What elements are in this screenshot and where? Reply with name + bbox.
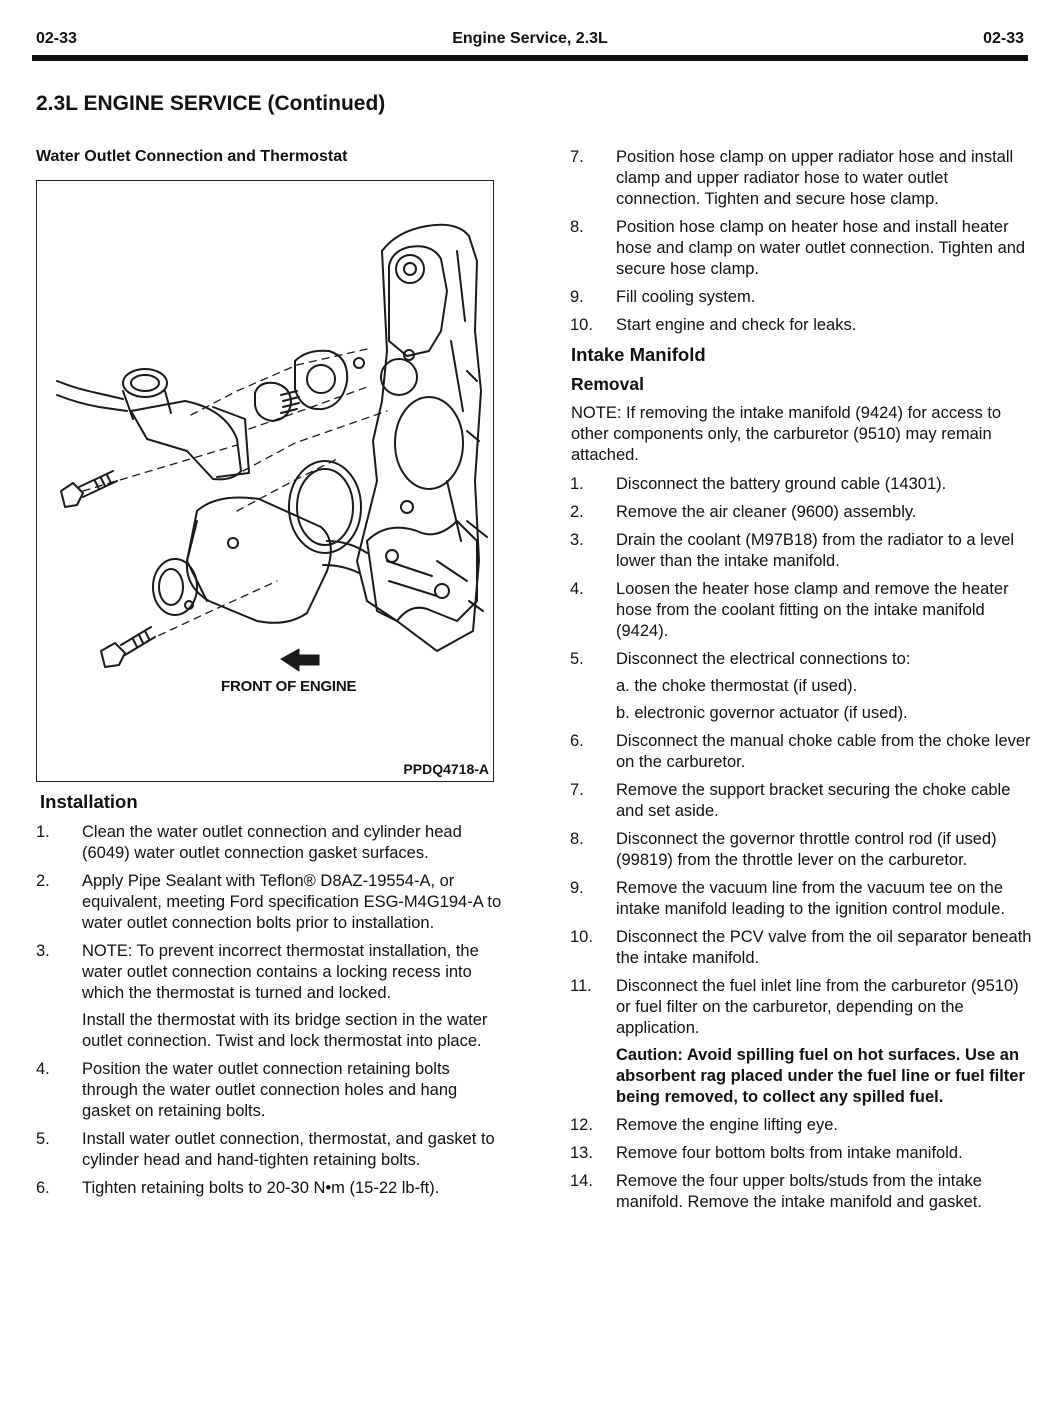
list-item: [570, 780, 1032, 822]
step-text: Remove the four upper bolts/studs from the intake manifold. Remove the intake manifold and gasket.: [616, 1172, 982, 1211]
step-text: Remove the vacuum line from the vacuum tee on the intake manifold leading to the ignition control module.: [616, 879, 1005, 918]
water-pump-housing: [187, 498, 331, 623]
step-text: Start engine and check for leaks.: [616, 316, 857, 334]
water-pump-hub-face: [159, 569, 183, 605]
step-text: Remove four bottom bolts from intake manifold.: [616, 1144, 963, 1162]
step-number: 10.: [570, 928, 593, 946]
front-of-engine-label: FRONT OF ENGINE: [221, 678, 357, 695]
figure-illustration: [36, 180, 494, 782]
list-item: [570, 1171, 1032, 1213]
step-text: Position the water outlet connection retaining bolts through the water outlet connection holes and hang gasket on retaining bolts.: [82, 1060, 458, 1120]
step-text: Remove the support bracket securing the choke cable and set aside.: [616, 781, 1011, 820]
figure-caption: Water Outlet Connection and Thermostat: [36, 148, 348, 165]
list-item: [570, 1115, 1032, 1136]
step-text: Install water outlet connection, thermostat, and gasket to cylinder head and hand-tighten retaining bolts.: [82, 1130, 495, 1169]
installation-heading: Installation: [40, 791, 138, 812]
list-item: [570, 287, 1032, 308]
removal-steps: [570, 474, 1032, 1213]
head-gasket-ring: [289, 461, 361, 553]
step-text: Clean the water outlet connection and cylinder head (6049) water outlet connection gasket surfaces.: [82, 823, 462, 862]
step-text: Drain the coolant (M97B18) from the radiator to a level lower than the intake manifold.: [616, 531, 1015, 570]
list-item: [570, 649, 1032, 724]
header-rule: [32, 55, 1028, 61]
installation-steps: [36, 822, 502, 1199]
step-text: Disconnect the PCV valve from the oil separator beneath the intake manifold.: [616, 928, 1032, 967]
list-item: [570, 731, 1032, 773]
step-number: 8.: [570, 218, 584, 236]
water-outlet-body: [131, 401, 241, 479]
small-fastener: [401, 501, 413, 513]
step-text: Disconnect the electrical connections to:: [616, 650, 911, 668]
step-number: 7.: [570, 148, 584, 166]
manifold-ribs: [387, 561, 467, 596]
removal-heading: Removal: [571, 374, 644, 394]
upper-bolt-shank: [79, 471, 117, 497]
sub-item: a. the choke thermostat (if used).: [616, 677, 858, 695]
caution-note: Caution: Avoid spilling fuel on hot surfaces. Use an absorbent rag placed under the fuel line or fuel filter being removed, to collect any spilled fuel.: [616, 1046, 1025, 1106]
step-number: 3.: [570, 531, 584, 549]
step-number: 4.: [570, 580, 584, 598]
head-port-large: [395, 397, 463, 489]
sub-item: b. electronic governor actuator (if used).: [616, 704, 908, 722]
list-item: [570, 579, 1032, 642]
step-text: Apply Pipe Sealant with Teflon® D8AZ-19554-A, or equivalent, meeting Ford specification ESG-M4G194-A to water outlet connection bolts prior to installation.: [82, 872, 502, 932]
right-column: [570, 147, 1032, 1220]
lower-bolt-shank: [121, 627, 155, 655]
outlet-flange: [213, 407, 249, 477]
list-item: [570, 530, 1032, 572]
step-text: Disconnect the governor throttle control rod (if used) (99819) from the throttle lever on the carburetor.: [616, 830, 997, 869]
list-item: [570, 927, 1032, 969]
step-number: 3.: [36, 942, 50, 960]
step-number: 13.: [570, 1144, 593, 1162]
list-item: [36, 1178, 502, 1199]
step-text: Disconnect the battery ground cable (14301).: [616, 475, 947, 493]
list-item: [570, 147, 1032, 210]
step-number: 12.: [570, 1116, 593, 1134]
page-number-right: 02-33: [983, 30, 1024, 47]
step-number: 2.: [36, 872, 50, 890]
list-item: [570, 829, 1032, 871]
list-item: [36, 871, 502, 934]
step-text: Position hose clamp on heater hose and install heater hose and clamp on water outlet connection. Tighten and secure hose clamp.: [616, 218, 1026, 278]
outlet-gasket: [295, 351, 347, 409]
step-text: Remove the air cleaner (9600) assembly.: [616, 503, 917, 521]
page-header: [36, 30, 1024, 52]
list-item: [570, 1143, 1032, 1164]
step-text: Position hose clamp on upper radiator hose and install clamp and upper radiator hose to water outlet connection. Tighten and secure hose clamp.: [616, 148, 1014, 208]
removal-note: NOTE: If removing the intake manifold (9424) for access to other components only, the carburetor (9510) may remain attached.: [571, 404, 1002, 464]
list-item: [570, 217, 1032, 280]
head-gasket-ring-inner: [297, 469, 353, 545]
step-continuation: Install the thermostat with its bridge section in the water outlet connection. Twist and lock thermostat into place.: [82, 1011, 488, 1050]
step-number: 11.: [570, 977, 592, 995]
step-number: 1.: [36, 823, 50, 841]
step-text: Remove the engine lifting eye.: [616, 1116, 838, 1134]
manifold-bolt-2: [386, 550, 398, 562]
left-column: [36, 790, 502, 1206]
list-item: [36, 1059, 502, 1122]
intake-manifold-heading: Intake Manifold: [571, 344, 706, 365]
list-item: [36, 941, 502, 1052]
front-arrow-icon: [281, 649, 319, 671]
list-item: [570, 315, 1032, 336]
step-number: 6.: [570, 732, 584, 750]
step-number: 14.: [570, 1172, 593, 1190]
water-outlet-neck-inner: [131, 375, 159, 391]
list-item: [36, 1129, 502, 1171]
step-text: Disconnect the fuel inlet line from the carburetor (9510) or fuel filter on the carburetor, depending on the application.: [616, 977, 1019, 1037]
step-number: 9.: [570, 288, 584, 306]
step-text: Loosen the heater hose clamp and remove the heater hose from the coolant fitting on the intake manifold (9424).: [616, 580, 1009, 640]
step-number: 1.: [570, 475, 584, 493]
thermostat-body: [255, 383, 291, 421]
lower-bolt-head: [101, 643, 125, 667]
small-fastener-2: [354, 358, 364, 368]
outlet-gasket-hole: [307, 365, 335, 393]
page-number-left: 02-33: [36, 30, 77, 47]
running-title: Engine Service, 2.3L: [452, 30, 608, 47]
pulley-circle: [396, 255, 424, 283]
list-item: [570, 976, 1032, 1108]
step-text: Tighten retaining bolts to 20-30 N•m (15-22 lb-ft).: [82, 1179, 440, 1197]
step-number: 7.: [570, 781, 584, 799]
list-item: [570, 502, 1032, 523]
figure-id: PPDQ4718-A: [403, 761, 489, 777]
step-number: 5.: [570, 650, 584, 668]
step-number: 8.: [570, 830, 584, 848]
water-outlet-neck: [123, 369, 167, 397]
manifold-bolt: [435, 584, 449, 598]
list-item: [570, 474, 1032, 495]
step-number: 5.: [36, 1130, 50, 1148]
page-title: 2.3L ENGINE SERVICE (Continued): [36, 92, 386, 115]
step-number: 6.: [36, 1179, 50, 1197]
list-item: [570, 878, 1032, 920]
list-item: [36, 822, 502, 864]
head-ribs: [447, 251, 479, 541]
sub-list: [616, 676, 1032, 724]
step-number: 4.: [36, 1060, 50, 1078]
step-number: 2.: [570, 503, 584, 521]
heater-nipple: [57, 381, 127, 411]
water-pump-port: [228, 538, 238, 548]
step-number: 9.: [570, 879, 584, 897]
step-text: Disconnect the manual choke cable from the choke lever on the carburetor.: [616, 732, 1031, 771]
step-text: NOTE: To prevent incorrect thermostat installation, the water outlet connection contains a locking recess into which the thermostat is turned and locked.: [82, 942, 479, 1002]
head-port: [381, 359, 417, 395]
step-number: 10.: [570, 316, 593, 334]
installation-steps-continued: [570, 147, 1032, 336]
step-text: Fill cooling system.: [616, 288, 756, 306]
pulley-hub: [404, 263, 416, 275]
